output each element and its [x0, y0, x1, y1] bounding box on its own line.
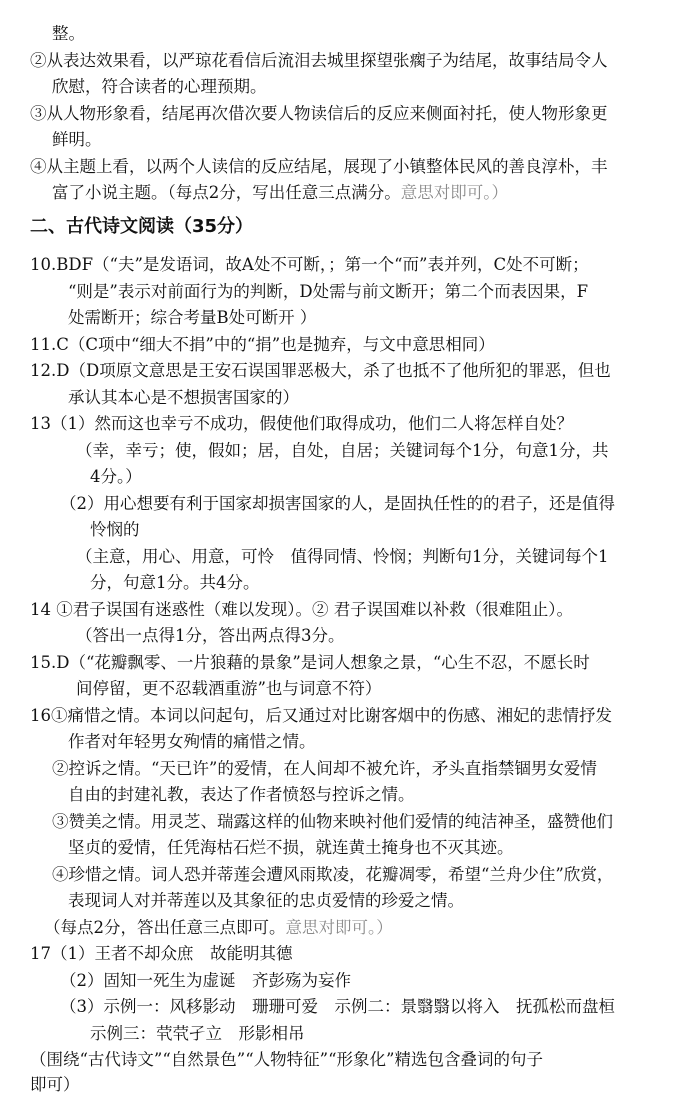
text-line: 15.D（“花瓣飘零、一片狼藉的景象”是词人想象之景，“心生不忍，不愿长时	[30, 653, 590, 672]
text-line: 鲜明。	[52, 130, 102, 149]
text-line: ②控诉之情。“天已许”的爱情，在人间却不被允许，矛头直指禁锢男女爱情	[52, 759, 597, 778]
text-line: （3）示例一：风移影动 珊珊可爱 示例二：景翳翳以将入 抚孤松而盘桓	[60, 997, 615, 1016]
text-line: （幸，幸亏；使，假如；居，自处，自居；关键词每个1分，句意1分，共	[76, 441, 609, 460]
text-line	[44, 916, 393, 940]
soft-note: 意思对即可。）	[400, 183, 508, 202]
text-line: 整。	[52, 24, 85, 43]
text-line: ③赞美之情。用灵芝、瑞露这样的仙物来映衬他们爱情的纯洁神圣，盛赞他们	[52, 812, 613, 831]
text-line: 怜悯的	[90, 520, 140, 539]
text-line: 示例三：茕茕孑立 形影相吊	[90, 1024, 305, 1043]
text-line-main: （每点2分，答出任意三点即可。	[44, 918, 286, 937]
text-line: 17（1）王者不却众庶 故能明其德	[30, 944, 293, 963]
text-line: 欣慰，符合读者的心理预期。	[52, 77, 267, 96]
text-line: （围绕“古代诗文”“自然景色”“人物特征”“形象化”精选包含叠词的句子	[30, 1050, 543, 1069]
text-line: （2）用心想要有利于国家却损害国家的人，是固执任性的的君子，还是值得	[60, 494, 615, 513]
text-line: 自由的封建礼教，表达了作者愤怒与控诉之情。	[68, 785, 415, 804]
text-line: 坚贞的爱情，任凭海枯石烂不损，就连黄土掩身也不灭其迹。	[68, 838, 514, 857]
text-line: 11.C（C项中“细大不捐”中的“捐”也是抛弃，与文中意思相同）	[30, 335, 495, 354]
text-line: ③从人物形象看，结尾再次借次要人物读信后的反应来侧面衬托，使人物形象更	[30, 104, 608, 123]
text-line: 10.BDF（“夫”是发语词，故A处不可断，；第一个“而”表并列，C处不可断；	[30, 255, 589, 274]
text-line: 14 ①君子误国有迷惑性（难以发现）。② 君子误国难以补救（很难阻止）。	[30, 600, 573, 619]
text-line-main: 富了小说主题。（每点2分，写出任意三点满分。	[52, 183, 401, 202]
text-line: （主意，用心、用意，可怜 值得同情、怜悯；判断句1分，关键词每个1	[76, 547, 609, 566]
section-heading: 二、古代诗文阅读（35分）	[30, 216, 254, 237]
text-line: 16①痛惜之情。本词以问起句，后又通过对比谢客烟中的伤感、湘妃的悲情抒发	[30, 706, 612, 725]
text-line: 间停留，更不忍载酒重游”也与词意不符）	[76, 679, 382, 698]
text-line: 4分。）	[90, 467, 142, 486]
text-line: 即可）	[30, 1075, 80, 1094]
text-line: 处需断开；综合考量B处可断开 ）	[68, 308, 317, 327]
text-line: （2）固知一死生为虚诞 齐彭殇为妄作	[60, 971, 351, 990]
text-line: ④珍惜之情。词人恐并蒂莲会遭风雨欺凌，花瓣凋零，希望“兰舟少住”欣赏，	[52, 865, 614, 884]
text-line: 承认其本心是不想损害国家的）	[68, 388, 299, 407]
text-line: 13（1）然而这也幸亏不成功，假使他们取得成功，他们二人将怎样自处？	[30, 414, 573, 433]
text-line: ②从表达效果看，以严琼花看信后流泪去城里探望张瘸子为结尾，故事结局令人	[30, 51, 608, 70]
text-line	[52, 181, 508, 205]
text-line: 表现词人对并蒂莲以及其象征的忠贞爱情的珍爱之情。	[68, 891, 464, 910]
text-line: 作者对年轻男女殉情的痛惜之情。	[68, 732, 316, 751]
text-line: 12.D（D项原文意思是王安石误国罪恶极大，杀了也抵不了他所犯的罪恶，但也	[30, 361, 611, 380]
text-line: ④从主题上看，以两个人读信的反应结尾，展现了小镇整体民风的善良淳朴，丰	[30, 157, 608, 176]
soft-note: 意思对即可。）	[285, 918, 393, 937]
text-line: “则是”表示对前面行为的判断，D处需与前文断开；第二个而表因果，F	[68, 282, 589, 301]
text-line: （答出一点得1分，答出两点得3分。	[76, 626, 345, 645]
text-line: 分，句意1分。共4分。	[90, 573, 260, 592]
